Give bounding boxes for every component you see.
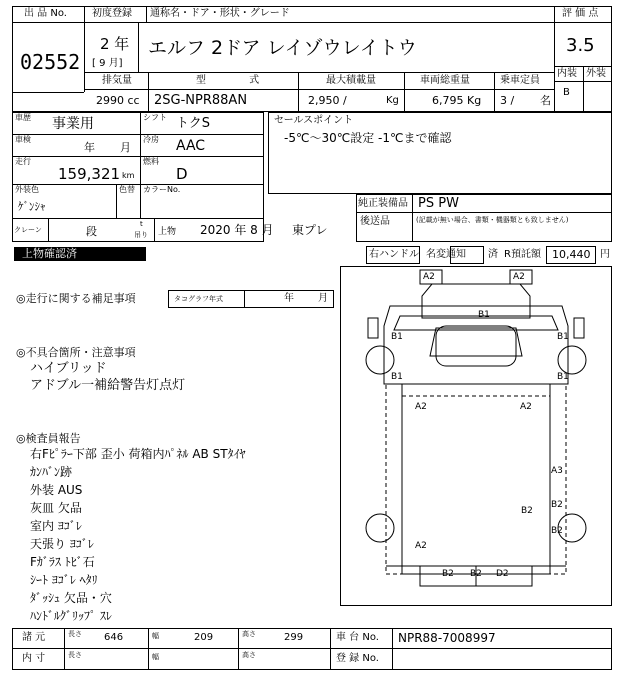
sales-point-label: セールスポイント: [274, 115, 354, 126]
damage-tag: B1: [478, 310, 490, 320]
sales-point-text: -5℃～30℃設定 -1℃まで確認: [284, 131, 452, 145]
divider: [48, 218, 49, 242]
divider: [138, 22, 139, 72]
damage-tag: A3: [551, 466, 563, 476]
defect-line: アドブル一補給警告灯点灯: [30, 378, 186, 393]
model-label: 通称名・ドア・形状・グレード: [150, 8, 290, 19]
inspector-line: ﾀﾞｯｼｭ 欠品・穴: [30, 591, 112, 605]
inspector-line: Fｶﾞﾗｽ ﾄﾋﾞ石: [30, 555, 95, 569]
divider: [554, 22, 612, 23]
capacity-unit: 名: [540, 94, 551, 107]
model-name: エルフ 2ドア レイゾウレイトウ: [148, 37, 417, 59]
color-label: 外装色: [15, 185, 39, 194]
aftermarket-label: 後送品: [360, 216, 390, 227]
divider: [116, 184, 117, 218]
gross-weight-value: 6,795 Kg: [432, 94, 482, 107]
width-value: 209: [194, 632, 214, 643]
inspector-line: 灰皿 欠品: [30, 501, 82, 515]
inspector-line: 右Fﾋﾟﾗｰ下部 歪小 荷箱内ﾊﾟﾈﾙ AB STﾀｲﾔ: [30, 447, 246, 461]
body-maker: 東プレ: [292, 223, 328, 237]
inner-width-label: 幅: [152, 653, 159, 661]
height-label: 高さ: [242, 630, 256, 638]
divider: [583, 66, 584, 112]
color-value: ｹﾞﾝｼｬ: [18, 200, 46, 213]
inner-height-label: 高さ: [242, 651, 256, 659]
shift-label: シフト: [143, 113, 167, 122]
registration-label: 登 録 No.: [336, 653, 379, 664]
reg-month: [ 9 月]: [92, 58, 123, 69]
width-label: 幅: [152, 632, 159, 640]
footer-frame: [12, 628, 612, 670]
damage-tag: B2: [521, 506, 533, 516]
damage-tag: A2: [513, 272, 525, 282]
max-load-value: 2,950 /: [308, 94, 347, 107]
damage-tag: B2: [442, 569, 454, 579]
divider: [494, 72, 495, 112]
color-code-label: カラーNo.: [143, 185, 181, 194]
tacho-year: 年: [284, 293, 294, 304]
name-change-box: [450, 246, 484, 264]
mileage-unit: km: [122, 171, 135, 180]
ac-value: AAC: [176, 138, 206, 154]
divider: [84, 72, 554, 73]
first-reg-label: 初度登録: [92, 8, 132, 19]
handle-value: 右ハンドル: [369, 249, 419, 260]
length-label: 長さ: [68, 630, 82, 638]
height-value: 299: [284, 632, 304, 643]
damage-tag: B1: [391, 372, 403, 382]
inspection-month: 月: [120, 141, 131, 154]
dims-label: 諸 元: [22, 632, 46, 643]
tacho-month: 月: [318, 293, 328, 304]
defect-line: ハイブリッド: [30, 361, 107, 376]
type-label: 型 式: [196, 75, 260, 86]
odo-label: R預託額: [504, 249, 541, 260]
divider: [392, 628, 393, 670]
divider: [238, 628, 239, 670]
odo-unit: 円: [600, 249, 610, 260]
divider: [330, 628, 331, 670]
history-value: 事業用: [52, 116, 94, 132]
body-label: 上物: [158, 227, 177, 237]
exterior-label: 外装: [586, 68, 606, 79]
crane-ton: t: [140, 220, 143, 228]
truck-damage-diagram: [340, 266, 612, 606]
divider: [404, 72, 405, 112]
divider: [84, 89, 554, 90]
inspector-line: ﾊﾝﾄﾞﾙｸﾞﾘｯﾌﾟ ｽﾚ: [30, 609, 112, 623]
damage-tag: A2: [423, 272, 435, 282]
interior-grade: B: [563, 87, 570, 98]
divider: [12, 218, 264, 219]
inspector-line: ｶﾝﾊﾞﾝ跡: [30, 465, 73, 479]
score-value: 3.5: [566, 35, 595, 56]
score-label: 評 価 点: [562, 8, 599, 19]
capacity-label: 乗車定員: [500, 75, 540, 86]
gross-weight-label: 車両総重量: [420, 75, 470, 86]
damage-tag: B1: [557, 332, 569, 342]
divider: [84, 22, 554, 23]
max-load-label: 最大積載量: [326, 75, 376, 86]
damage-tag: D2: [496, 569, 509, 579]
color-change-label: 色替: [119, 185, 135, 194]
damage-tag: B2: [551, 526, 563, 536]
displacement-label: 排気量: [102, 75, 132, 86]
body-checked-badge: 上物確認済: [14, 247, 146, 261]
aftermarket-note: (記載が無い場合、書類・機器類とも致しません): [416, 216, 569, 224]
inspection-year: 年: [84, 141, 95, 154]
divider: [12, 648, 612, 649]
type-value: 2SG-NPR88AN: [154, 93, 248, 108]
damage-tag: B1: [557, 372, 569, 382]
divider: [12, 134, 264, 135]
damage-tag: A2: [415, 541, 427, 551]
divider: [12, 156, 264, 157]
divider: [298, 72, 299, 112]
displacement-value: 2990 cc: [96, 94, 140, 107]
mileage-label: 走行: [15, 157, 31, 166]
damage-tag: A2: [415, 402, 427, 412]
equipment-value: PS PW: [418, 196, 459, 211]
damage-tag: A2: [520, 402, 532, 412]
length-value: 646: [104, 632, 124, 643]
lot-number: 02552: [20, 50, 81, 74]
mileage-value: 159,321: [58, 165, 121, 183]
chassis-label: 車 台 No.: [336, 632, 379, 643]
inspection-label: 車検: [15, 135, 31, 144]
crane-label: クレーン: [14, 226, 42, 234]
fuel-label: 燃料: [143, 157, 159, 166]
name-change-label: 名変通知: [426, 249, 466, 260]
reg-year: 2 年: [100, 35, 130, 53]
divider: [12, 184, 264, 185]
capacity-value: 3 /: [500, 94, 515, 107]
divider: [12, 92, 84, 93]
fuel-value: D: [176, 165, 188, 183]
divider: [412, 194, 413, 242]
equipment-label: 純正装備品: [358, 198, 408, 209]
damage-tag: B2: [470, 569, 482, 579]
crane-stage: 段: [86, 225, 97, 238]
divider: [64, 628, 65, 670]
divider: [356, 212, 612, 213]
odo-value: 10,440: [552, 248, 591, 261]
max-load-unit: Kg: [386, 95, 399, 106]
damage-tag: B2: [551, 500, 563, 510]
divider: [244, 290, 245, 308]
crane-lift: 吊り: [134, 231, 148, 239]
inspector-title: ◎検査員報告: [16, 432, 81, 445]
history-label: 車歴: [15, 113, 31, 122]
tacho-label: タコグラフ年式: [174, 295, 223, 303]
shift-value: トクS: [176, 116, 210, 131]
interior-label: 内装: [557, 68, 577, 79]
divider: [12, 22, 84, 23]
ac-label: 冷房: [143, 135, 159, 144]
inspector-line: 外装 AUS: [30, 483, 83, 497]
divider: [154, 218, 155, 242]
inspector-line: 室内 ﾖｺﾞﾚ: [30, 519, 82, 533]
recall-status: 済: [488, 249, 498, 260]
divider: [84, 6, 85, 92]
inner-length-label: 長さ: [68, 651, 82, 659]
damage-tag: B1: [391, 332, 403, 342]
inspector-line: ｼｰﾄ ﾖｺﾞﾚ ﾍﾀﾘ: [30, 573, 98, 587]
body-year: 2020 年 8 月: [200, 223, 274, 237]
lot-label: 出 品 No.: [24, 8, 67, 19]
divider: [148, 628, 149, 670]
divider: [146, 6, 147, 22]
divider: [148, 72, 149, 112]
inspector-line: 天張り ﾖｺﾞﾚ: [30, 537, 94, 551]
supplement-title: ◎走行に関する補足事項: [16, 292, 136, 305]
inner-dims-label: 内 寸: [22, 653, 46, 664]
divider: [140, 112, 141, 218]
defects-title: ◎不具合箇所・注意事項: [16, 346, 136, 359]
chassis-value: NPR88-7008997: [398, 631, 496, 645]
divider: [554, 81, 612, 82]
